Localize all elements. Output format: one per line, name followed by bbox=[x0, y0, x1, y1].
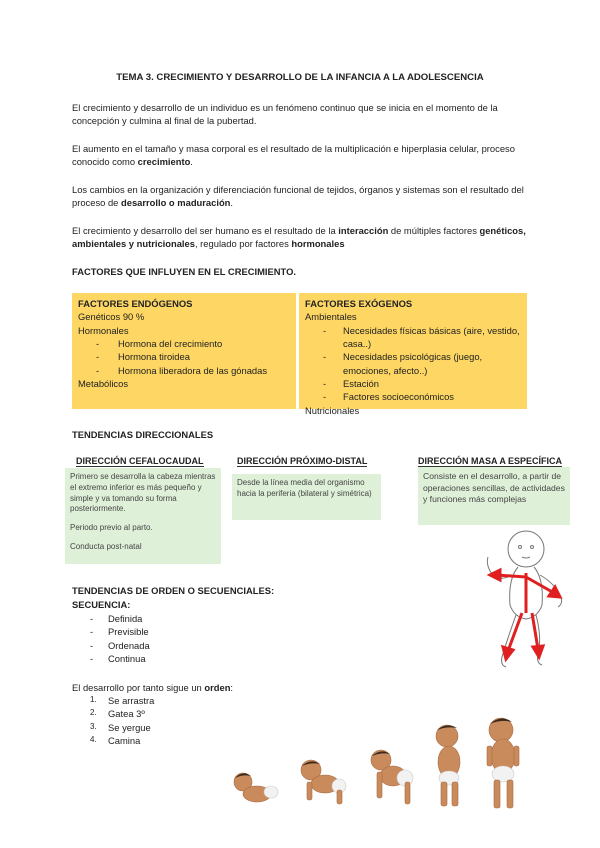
tendencies-heading: TENDENCIAS DIRECCIONALES bbox=[72, 429, 214, 440]
environmental-item: - Necesidades psicológicas (juego, emociones, afecto..) bbox=[305, 350, 521, 377]
cefalocaudal-heading: DIRECCIÓN CEFALOCAUDAL bbox=[76, 456, 204, 466]
masa-especifica-heading: DIRECCIÓN MASA A ESPECÍFICA bbox=[418, 456, 563, 466]
list-item: 4. Camina bbox=[90, 735, 141, 747]
list-item: 3. Se yergue bbox=[90, 721, 151, 733]
steps-list bbox=[90, 694, 154, 747]
intro-paragraph-1: El crecimiento y desarrollo de un individuo es un fenómeno continuo que se inicia en el momento de la concepción y culmina al final de la pubertad. bbox=[72, 102, 498, 127]
exogenous-item: Nutricionales bbox=[305, 404, 360, 416]
intro-paragraph-4: El crecimiento y desarrollo del ser humano es el resultado de la interacción de múltiples factores genéticos, ambientales y nutricionales, regulado por factores hormonales bbox=[72, 225, 526, 250]
endogenous-item: Hormonales bbox=[78, 324, 129, 336]
hormone-item: - Hormona tiroidea bbox=[78, 350, 290, 363]
sequence-list bbox=[90, 612, 150, 665]
cefalocaudal-box bbox=[65, 468, 221, 564]
list-item: - Definida bbox=[90, 612, 150, 625]
proximodistal-text: Desde la línea media del organismo hacia la periferia (bilateral y simétrica) bbox=[237, 478, 372, 498]
endogenous-title: FACTORES ENDÓGENOS bbox=[78, 298, 193, 309]
endogenous-item: Genéticos 90 % bbox=[78, 311, 145, 323]
list-item: - Continua bbox=[90, 652, 150, 665]
order-heading: TENDENCIAS DE ORDEN O SECUENCIALES: bbox=[72, 585, 275, 596]
environmental-item: - Factores socioeconómicos bbox=[305, 390, 521, 403]
list-item: 2. Gatea 3º bbox=[90, 708, 145, 720]
hormone-item: - Hormona liberadora de las gónadas bbox=[78, 364, 290, 377]
environmental-item: - Estación bbox=[305, 377, 521, 390]
baby-direction-diagram bbox=[478, 527, 570, 671]
exogenous-title: FACTORES EXÓGENOS bbox=[305, 298, 413, 309]
baby-development-photo bbox=[221, 710, 557, 816]
intro-paragraph-2: El aumento en el tamaño y masa corporal es el resultado de la multiplicación e hiperplasia celular, proceso conocido como crecimiento. bbox=[72, 143, 515, 168]
proximodistal-heading: DIRECCIÓN PRÓXIMO-DISTAL bbox=[237, 456, 368, 466]
intro-paragraph-3: Los cambios en la organización y diferenciación funcional de tejidos, órganos y sistemas son el resultado del proceso de desarrollo o maduración. bbox=[72, 184, 524, 209]
endogenous-factors-box bbox=[72, 293, 296, 409]
list-item: - Previsible bbox=[90, 625, 150, 638]
order-intro: El desarrollo por tanto sigue un orden: bbox=[72, 682, 234, 693]
list-item: 1. Se arrastra bbox=[90, 695, 155, 706]
cefalocaudal-text: Conducta post-natal bbox=[70, 541, 142, 551]
exogenous-item: Ambientales bbox=[305, 311, 357, 323]
endogenous-item: Metabólicos bbox=[78, 378, 129, 390]
list-item: - Ordenada bbox=[90, 639, 150, 652]
hormone-item: - Hormona del crecimiento bbox=[78, 337, 290, 350]
masa-especifica-text: Consiste en el desarrollo, a partir de operaciones sencillas, de actividades y funciones más complejas bbox=[423, 471, 565, 505]
masa-especifica-box bbox=[418, 467, 570, 525]
page-title: TEMA 3. CRECIMIENTO Y DESARROLLO DE LA INFANCIA A LA ADOLESCENCIA bbox=[116, 72, 484, 83]
sequence-label: SECUENCIA: bbox=[72, 599, 131, 610]
cefalocaudal-text: Periodo previo al parto. bbox=[70, 523, 153, 533]
proximodistal-box bbox=[232, 474, 381, 520]
environmental-item: - Necesidades físicas básicas (aire, vestido, casa..) bbox=[305, 324, 521, 351]
cefalocaudal-text: Primero se desarrolla la cabeza mientras el extremo inferior es más pequeño y simple y va tomando su forma posteriormente. bbox=[70, 472, 216, 514]
factors-heading: FACTORES QUE INFLUYEN EN EL CRECIMIENTO. bbox=[72, 266, 296, 277]
exogenous-factors-box bbox=[299, 293, 527, 416]
